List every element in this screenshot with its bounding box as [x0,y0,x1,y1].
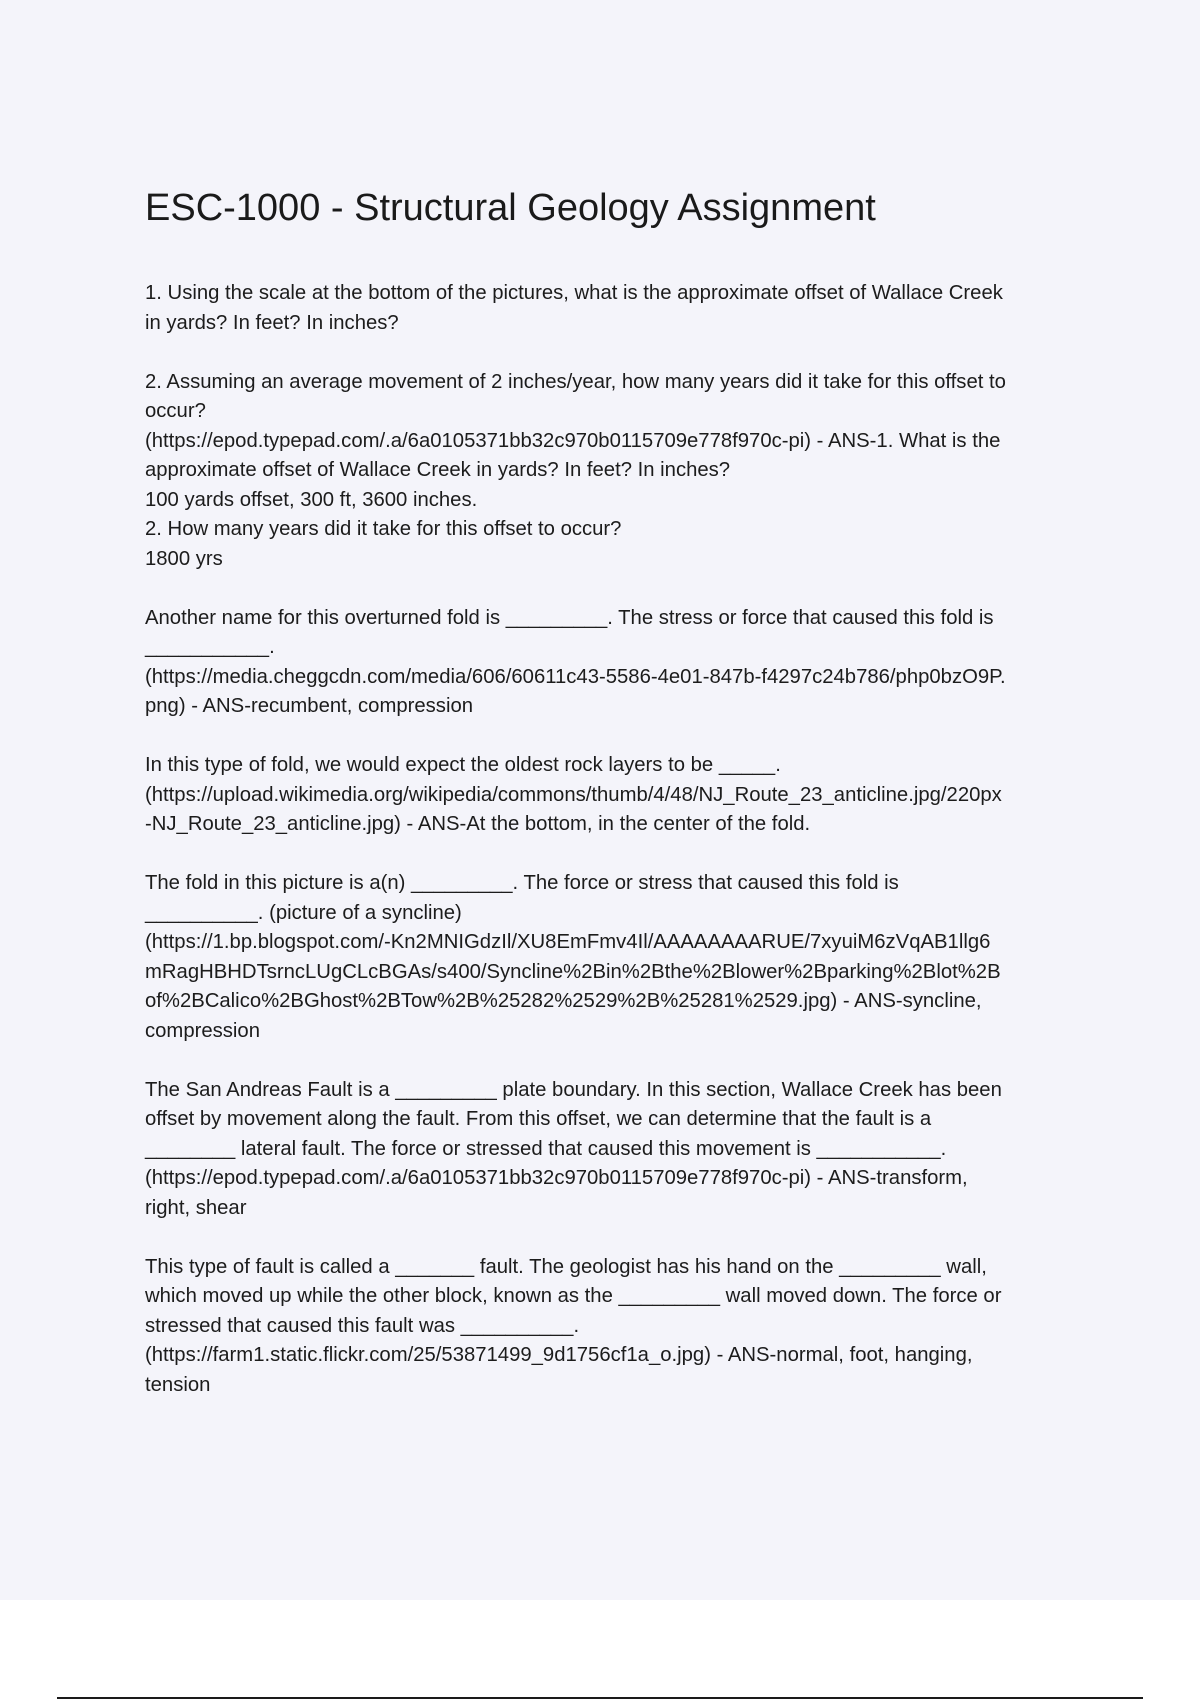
text-line: (https://upload.wikimedia.org/wikipedia/commons/thumb/4/48/NJ_Route_23_anticline.jpg/220px [145,783,1002,806]
text-line: in yards? In feet? In inches? [145,311,399,334]
text-line: ___________. [145,636,275,658]
question-block-5 [145,869,1090,1046]
text-line: occur? [145,400,206,422]
text-line: 1800 yrs [145,547,223,570]
text-line: 2. How many years did it take for this offset to occur? [145,518,622,540]
text-line: offset by movement along the fault. From this offset, we can determine that the fault is a [145,1108,932,1130]
text-line: right, shear [145,1196,247,1219]
text-line: approximate offset of Wallace Creek in yards? In feet? In inches? [145,459,731,481]
text-line: __________. (picture of a syncline) [145,901,462,924]
question-block-6 [145,1076,1090,1224]
text-line: (https://epod.typepad.com/.a/6a0105371bb32c970b0115709e778f970c-pi) - ANS-transform, [145,1167,968,1189]
question-block-2 [145,368,1090,575]
text-line: tension [145,1373,211,1396]
text-line: This type of fault is called a _______ fault. The geologist has his hand on the _________ wall, [145,1255,987,1278]
text-line: which moved up while the other block, known as the _________ wall moved down. The force or [145,1285,1002,1307]
text-line: -NJ_Route_23_anticline.jpg) - ANS-At the bottom, in the center of the fold. [145,813,811,835]
text-line: compression [145,1019,260,1042]
text-line: 1. Using the scale at the bottom of the pictures, what is the approximate offset of Wallace Creek [145,282,1003,304]
question-block-1 [145,279,1090,338]
text-line: Another name for this overturned fold is _________. The stress or force that caused this fold is [145,606,994,629]
text-line: The San Andreas Fault is a _________ plate boundary. In this section, Wallace Creek has been [145,1078,1002,1101]
text-line: (https://epod.typepad.com/.a/6a0105371bb32c970b0115709e778f970c-pi) - ANS-1. What is the [145,429,1001,452]
question-block-7 [145,1253,1090,1401]
text-line: (https://1.bp.blogspot.com/-Kn2MNIGdzIl/XU8EmFmv4Il/AAAAAAAARUE/7xyuiM6zVqAB1llg6 [145,931,991,953]
text-line: png) - ANS-recumbent, compression [145,695,474,717]
text-line: stressed that caused this fault was __________. [145,1314,580,1337]
text-line: In this type of fold, we would expect the oldest rock layers to be _____. [145,754,781,776]
question-block-4 [145,751,1090,840]
text-line: 100 yards offset, 300 ft, 3600 inches. [145,488,478,511]
text-line: The fold in this picture is a(n) _________. The force or stress that caused this fold is [145,872,899,894]
text-line: ________ lateral fault. The force or stressed that caused this movement is ___________. [145,1137,947,1160]
text-line: (https://media.cheggcdn.com/media/606/60611c43-5586-4e01-847b-f4297c24b786/php0bzO9P. [145,665,1006,688]
document-body [145,279,1090,1430]
text-line: 2. Assuming an average movement of 2 inches/year, how many years did it take for this offset to [145,370,1006,393]
text-line: (https://farm1.static.flickr.com/25/53871499_9d1756cf1a_o.jpg) - ANS-normal, foot, hanging, [145,1344,973,1366]
text-line: of%2BCalico%2BGhost%2BTow%2B%25282%2529%2B%25281%2529.jpg) - ANS-syncline, [145,990,982,1012]
footer-divider [57,1697,1143,1699]
text-line: mRagHBHDTsrncLUgCLcBGAs/s400/Syncline%2Bin%2Bthe%2Blower%2Bparking%2Blot%2B [145,960,1001,983]
document-title: ESC-1000 - Structural Geology Assignment [145,187,876,229]
question-block-3 [145,604,1090,722]
